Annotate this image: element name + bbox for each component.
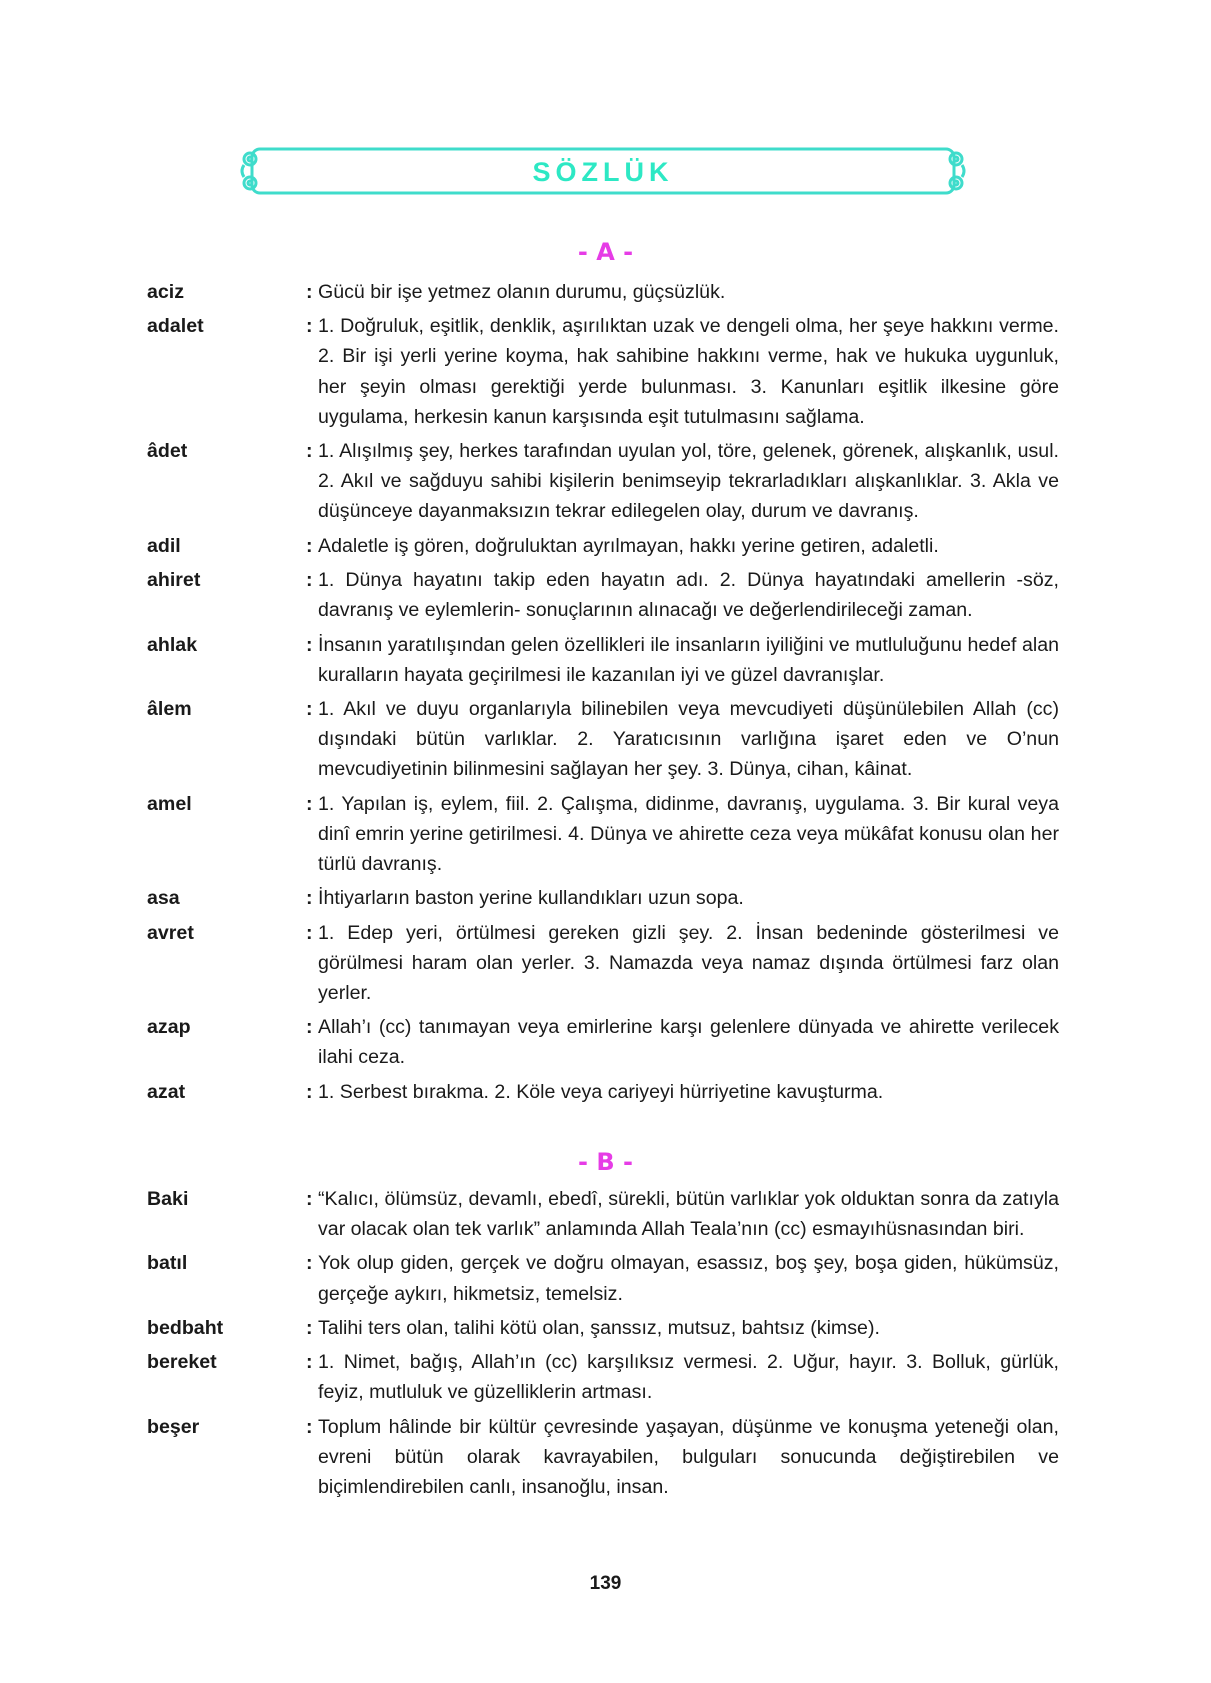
entry-term: aciz <box>147 281 185 303</box>
dictionary-entry <box>147 1347 1059 1407</box>
entry-term: bereket <box>147 1351 217 1374</box>
entry-colon: : <box>306 921 313 944</box>
entry-term: avret <box>147 921 194 944</box>
entry-definition: 1. Serbest bırakma. 2. Köle veya cariyeyi hürriyetine kavuşturma. <box>318 1080 884 1103</box>
entry-definition: 1. Yapılan iş, eylem, fiil. 2. Çalışma, didinme, davranış, uygulama. 3. Bir kural veya dinî emrin yerine getirilmesi. 4. Dünya ve ahirette ceza veya mükâfat konusu olan her türlü davranış. <box>318 792 1059 875</box>
entry-definition: Toplum hâlinde bir kültür çevresinde yaşayan, düşünme ve konuşma yeteneği olan, evreni bütün olarak kavrayabilen, bulguları sonucunda değiştirebilen ve biçimlendirebilen canlı, insanoğlu, insan. <box>318 1415 1059 1499</box>
entry-term: adalet <box>147 315 204 338</box>
entry-colon: : <box>306 1415 313 1438</box>
entry-colon: : <box>306 1316 313 1339</box>
entry-definition: İhtiyarların baston yerine kullandıkları uzun sopa. <box>318 887 744 910</box>
entry-term: Baki <box>147 1188 189 1210</box>
entry-colon: : <box>306 633 313 656</box>
entry-term: batıl <box>147 1252 188 1275</box>
entry-term: azat <box>147 1080 186 1103</box>
entry-term: ahiret <box>147 569 201 592</box>
entry-colon: : <box>306 1252 313 1275</box>
entry-definition: Talihi ters olan, talihi kötü olan, şanssız, mutsuz, bahtsız (kimse). <box>318 1316 880 1339</box>
entry-colon: : <box>306 887 313 910</box>
entry-colon: : <box>306 792 313 815</box>
entry-definition: Allah’ı (cc) tanımayan veya emirlerine karşı gelenlere dünyada ve ahirette verilecek ilahi ceza. <box>318 1016 1059 1069</box>
dictionary-entry <box>147 918 1059 1008</box>
entry-definition: 1. Dünya hayatını takip eden hayatın adı. 2. Dünya hayatındaki amellerin -söz, davranış ve eylemlerin- sonuçlarının alınacağı ve değerlendirileceği zaman. <box>318 569 1059 622</box>
entry-definition: “Kalıcı, ölümsüz, devamlı, ebedî, sürekli, bütün varlıklar yok olduktan sonra da zatıyla var olacak olan tek varlık” anlamında Allah Teala’nın (cc) esmayıhüsnasından biri. <box>318 1188 1059 1241</box>
entry-definition: 1. Nimet, bağış, Allah’ın (cc) karşılıksız vermesi. 2. Uğur, hayır. 3. Bolluk, gürlük, feyiz, mutluluk ve güzelliklerin artması. <box>318 1351 1059 1404</box>
entry-colon: : <box>306 1351 313 1374</box>
dictionary-entry <box>147 1012 1059 1072</box>
entry-definition: 1. Edep yeri, örtülmesi gereken gizli şey. 2. İnsan bedeninde gösterilmesi ve görülmesi haram olan yerler. 3. Namazda veya namaz dışında örtülmesi farz olan yerler. <box>318 921 1059 1004</box>
dictionary-entry <box>147 1248 1059 1308</box>
entry-list-b <box>147 1184 1059 1506</box>
entry-colon: : <box>306 1080 313 1103</box>
section-letter-b: - B - <box>578 1148 633 1176</box>
page-number: 139 <box>589 1573 622 1594</box>
entry-definition: Yok olup giden, gerçek ve doğru olmayan, esassız, boş şey, boşa giden, hükümsüz, gerçeğe aykırı, hikmetsiz, temelsiz. <box>318 1252 1059 1305</box>
entry-definition: 1. Alışılmış şey, herkes tarafından uyulan yol, töre, gelenek, görenek, alışkanlık, usul. 2. Akıl ve sağduyu sahibi kişilerin benimseyip tekrarladıkları alışkanlıklar. 3. Akla ve düşünceye dayanmaksızın tekrar edilegelen olay, durum ve davranış. <box>318 440 1059 523</box>
entry-list-a <box>147 277 1059 1111</box>
entry-definition: 1. Doğruluk, eşitlik, denklik, aşırılıktan uzak ve dengeli olma, her şeye hakkını verme. 2. Bir işi yerli yerine koyma, hak sahibine hakkını verme, hak ve hukuka uygunluk, her şeyin olması gerektiği yerde bulunması. 3. Kanunları eşitlik ilkesine göre uygulama, herkesin kanun karşısında eşit tutulmasını sağlama. <box>318 315 1059 428</box>
dictionary-entry <box>147 311 1059 431</box>
entry-term: bedbaht <box>147 1316 224 1339</box>
entry-definition: 1. Akıl ve duyu organlarıyla bilinebilen veya mevcudiyeti düşünülebilen Allah (cc) dışındaki bütün varlıklar. 2. Yaratıcısının varlığına işaret eden ve O’nun mevcudiyetinin bilinmesini sağlayan her şey. 3. Dünya, cihan, kâinat. <box>318 698 1059 781</box>
entry-colon: : <box>306 569 313 592</box>
dictionary-entry <box>147 436 1059 526</box>
entry-term: azap <box>147 1016 191 1039</box>
entry-term: beşer <box>147 1415 200 1438</box>
dictionary-entry <box>147 1184 1059 1244</box>
dictionary-entry <box>147 1412 1059 1502</box>
entry-colon: : <box>306 534 313 557</box>
entry-colon: : <box>306 315 313 338</box>
dictionary-entry <box>147 1313 1059 1343</box>
entry-definition: Gücü bir işe yetmez olanın durumu, güçsüzlük. <box>318 281 726 303</box>
entry-colon: : <box>306 1016 313 1039</box>
dictionary-entry <box>147 565 1059 625</box>
dictionary-entry <box>147 1077 1059 1107</box>
dictionary-entry <box>147 531 1059 561</box>
dictionary-entry <box>147 789 1059 879</box>
title-frame <box>240 147 966 195</box>
entry-colon: : <box>306 1188 313 1210</box>
dictionary-entry <box>147 883 1059 913</box>
dictionary-entry <box>147 277 1059 307</box>
entry-term: asa <box>147 887 180 910</box>
dictionary-entry <box>147 630 1059 690</box>
entry-term: adil <box>147 534 181 557</box>
entry-colon: : <box>306 440 313 463</box>
entry-colon: : <box>306 281 313 303</box>
entry-term: âlem <box>147 698 192 720</box>
entry-term: amel <box>147 792 192 815</box>
section-letter-a: - A - <box>577 238 634 266</box>
entry-term: âdet <box>147 440 188 463</box>
entry-colon: : <box>306 698 313 720</box>
entry-term: ahlak <box>147 633 198 656</box>
page-title: SÖZLÜK <box>532 157 674 187</box>
dictionary-entry <box>147 694 1059 784</box>
entry-definition: İnsanın yaratılışından gelen özellikleri ile insanların iyiliğini ve mutluluğunu hedef alan kuralların hayata geçirilmesi ile kazanılan iyi ve güzel davranışlar. <box>318 633 1059 686</box>
entry-definition: Adaletle iş gören, doğruluktan ayrılmayan, hakkı yerine getiren, adaletli. <box>318 534 939 557</box>
